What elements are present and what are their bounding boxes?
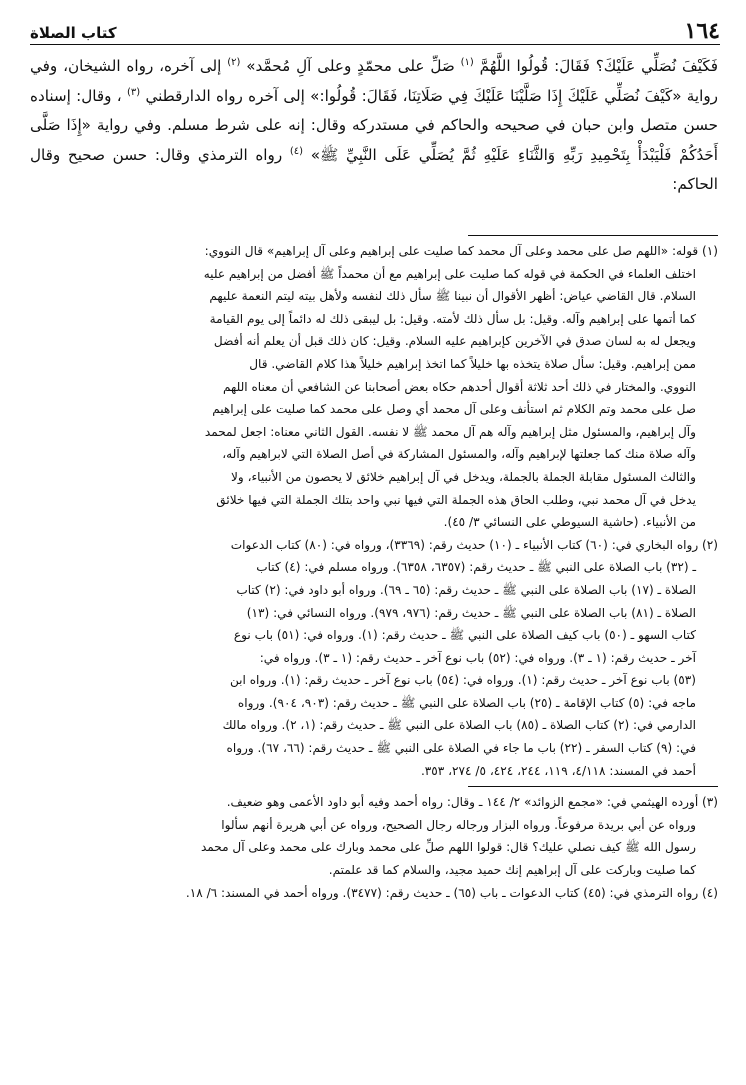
footnote-4: (٤) رواه الترمذي في: (٤٥) كتاب الدعوات ـ باب (٦٥) ـ حديث رقم: (٣٤٧٧). ورواه أحمد في المسند: ٦/ ١٨. xyxy=(185,885,718,900)
page-number: ١٦٤ xyxy=(684,18,720,44)
footnote-ref-4[interactable]: (٤) xyxy=(289,145,304,157)
footnote-1: (١) قوله: «اللهم صل على محمد وعلى آل محمد كما صليت على إبراهيم وعلى آل إبراهيم» قال النووي: اختلف العلماء في الحكمة في قوله كما صليت على إبراهيم مع أن محمداً ﷺ أفضل من إبراهيم عليه السلام. قال القاضي عياض: أظهر الأقوال أن نبينا ﷺ سأل ذلك لنفسه ولأهل بيته ليتم النعمة عليهم كما أتمها على إبراهيم وآله. وقيل: بل سأل ذلك لأمته. وقيل: بل ليبقى ذلك له دائماً إلى يوم القيامة ويجعل له به لسان صدق في الآخرين كإبراهيم عليه السلام. وقيل: كان ذلك قبل أن يعلم أنه أفضل ممن إبراهيم. وقيل: سأل صلاة يتخذه بها خليلاً كما اتخذ إبراهيم خليلاً هذا كلام القاضي. قال النووي. والمختار في ذلك أحد ثلاثة أقوال أحدهم حكاه بعض أصحابنا عن الشافعي أن معناه اللهم صل على محمد وتم الكلام ثم استأنف وعلى آل محمد أي وصل على محمد كما صليت على إبراهيم وآل إبراهيم، والمسئول مثل إبراهيم وآله هم آل محمد ﷺ لا نفسه. القول الثاني معناه: اجعل لمحمد وآله صلاة منك كما جعلتها لإبراهيم وآله، والمسئول المشاركة في أصل الصلاة التي لابراهيم وآله، والثالث المسئول مقابلة الجملة بالجملة، ويدخل في آل إبراهيم خلائق لا يحصون من الأنبياء، ولا يدخل في آل محمد نبي، وطلب الحاق هذه الجملة التي فيها نبي واحد بتلك الجملة التي فيها خلائق من الأنبياء. (حاشية السيوطي على النسائي ٣/ ٤٥). xyxy=(203,244,718,530)
header-rule xyxy=(30,44,720,45)
footnote-3: (٣) أورده الهيثمي في: «مجمع الزوائد» ٢/ ١٤٤ ـ وقال: رواه أحمد وفيه أبو داود الأعمى وهو ضعيف. ورواه عن أبي بريدة مرفوعاً. ورواه البزار ورجاله رجال الصحيح، ورواه عن أبي هريرة أنهم سألوا رسول الله ﷺ كيف نصلي عليك؟ قال: قولوا اللهم صلِّ على محمد وبارك على محمد وعلى آل محمد كما صليت وباركت على آل إبراهيم إنك حميد مجيد، والسلام كما قد علمتم. xyxy=(200,795,718,878)
main-paragraph: فَكَيْفَ نُصَلِّي عَلَيْكَ؟ فَقَالَ: قُولُوا اللَّهُمَّ $^{(١)}$ صَلِّ على محمّدٍ وعلى آلِ مُحمَّد» $^{(٢)}$ إلى آخره، رواه الشيخان، وفي رواية «كَيْفَ نُصَلِّي عَلَيْكَ إِذَا صَلَّيْنَا عَلَيْكَ فِي صَلَاتِنَا، فَقَالَ: قُولُوا:» إلى آخره رواه الدارقطني $^{(٣)}$ ، وقال: إسناده حسن متصل وابن حبان في صحيحه والحاكم في مستدركه وقال: إنه على شرط مسلم. وفي رواية «إِذَا صَلَّى أَحَدُكُمْ فَلْيَبْدَأْ بِتَحْمِيدِ رَبِّهِ وَالثَّنَاءِ عَلَيْهِ ثُمَّ يُصَلِّي عَلَى النَّبِيِّ ﷺ» $^{(٤)}$ رواه الترمذي وقال: حسن صحيح وقال الحاكم: xyxy=(30,56,719,193)
footnote-ref-3[interactable]: (٣) xyxy=(126,86,141,98)
footnotes xyxy=(30,240,718,904)
footnote-2: (٢) رواه البخاري في: (٦٠) كتاب الأنبياء ـ (١٠) حديث رقم: (٣٣٦٩)، ورواه في: (٨٠) كتاب الدعوات ـ (٣٢) باب الصلاة على النبي ﷺ ـ حديث رقم: (٦٣٥٧، ٦٣٥٨). ورواه مسلم في: (٤) كتاب الصلاة ـ (١٧) باب الصلاة على النبي ﷺ ـ حديث رقم: (٦٥ ـ ٦٩). ورواه أبو داود في: (٢) كتاب الصلاة ـ (٨١) باب الصلاة على النبي ﷺ ـ حديث رقم: (٩٧٦، ٩٧٩). ورواه النسائي في: (١٣) كتاب السهو ـ (٥٠) باب كيف الصلاة على النبي ﷺ ـ حديث رقم: (١). ورواه في: (٥١) باب نوع آخر ـ حديث رقم: (١ ـ ٣). ورواه في: (٥٢) باب نوع آخر ـ حديث رقم: (١ ـ ٣). ورواه في: (٥٣) باب نوع آخر ـ حديث رقم: (١). ورواه في: (٥٤) باب نوع آخر ـ حديث رقم: (١). ورواه ابن ماجه في: (٥) كتاب الإقامة ـ (٢٥) باب الصلاة على النبي ﷺ ـ حديث رقم: (٩٠٣، ٩٠٤). ورواه الدارمي في: (٢) كتاب الصلاة ـ (٨٥) باب الصلاة على النبي ﷺ ـ حديث رقم: (١، ٢). ورواه مالك في: (٩) كتاب السفر ـ (٢٢) باب ما جاء في الصلاة على النبي ﷺ ـ حديث رقم: (٦٦، ٦٧). ورواه أحمد في المسند: ٤/١١٨، ١١٩، ٢٤٤، ٤٢٤، ٥/ ٢٧٤، ٣٥٣. xyxy=(222,537,718,778)
footnote-ref-1[interactable]: (١) xyxy=(460,56,474,68)
footnote-ref-2[interactable]: (٢) xyxy=(227,56,241,68)
running-title: كتاب الصلاة xyxy=(30,24,117,42)
footnotes-separator xyxy=(468,235,718,236)
page-header xyxy=(30,14,720,42)
main-text xyxy=(30,52,718,200)
footnote-divider xyxy=(468,786,718,787)
